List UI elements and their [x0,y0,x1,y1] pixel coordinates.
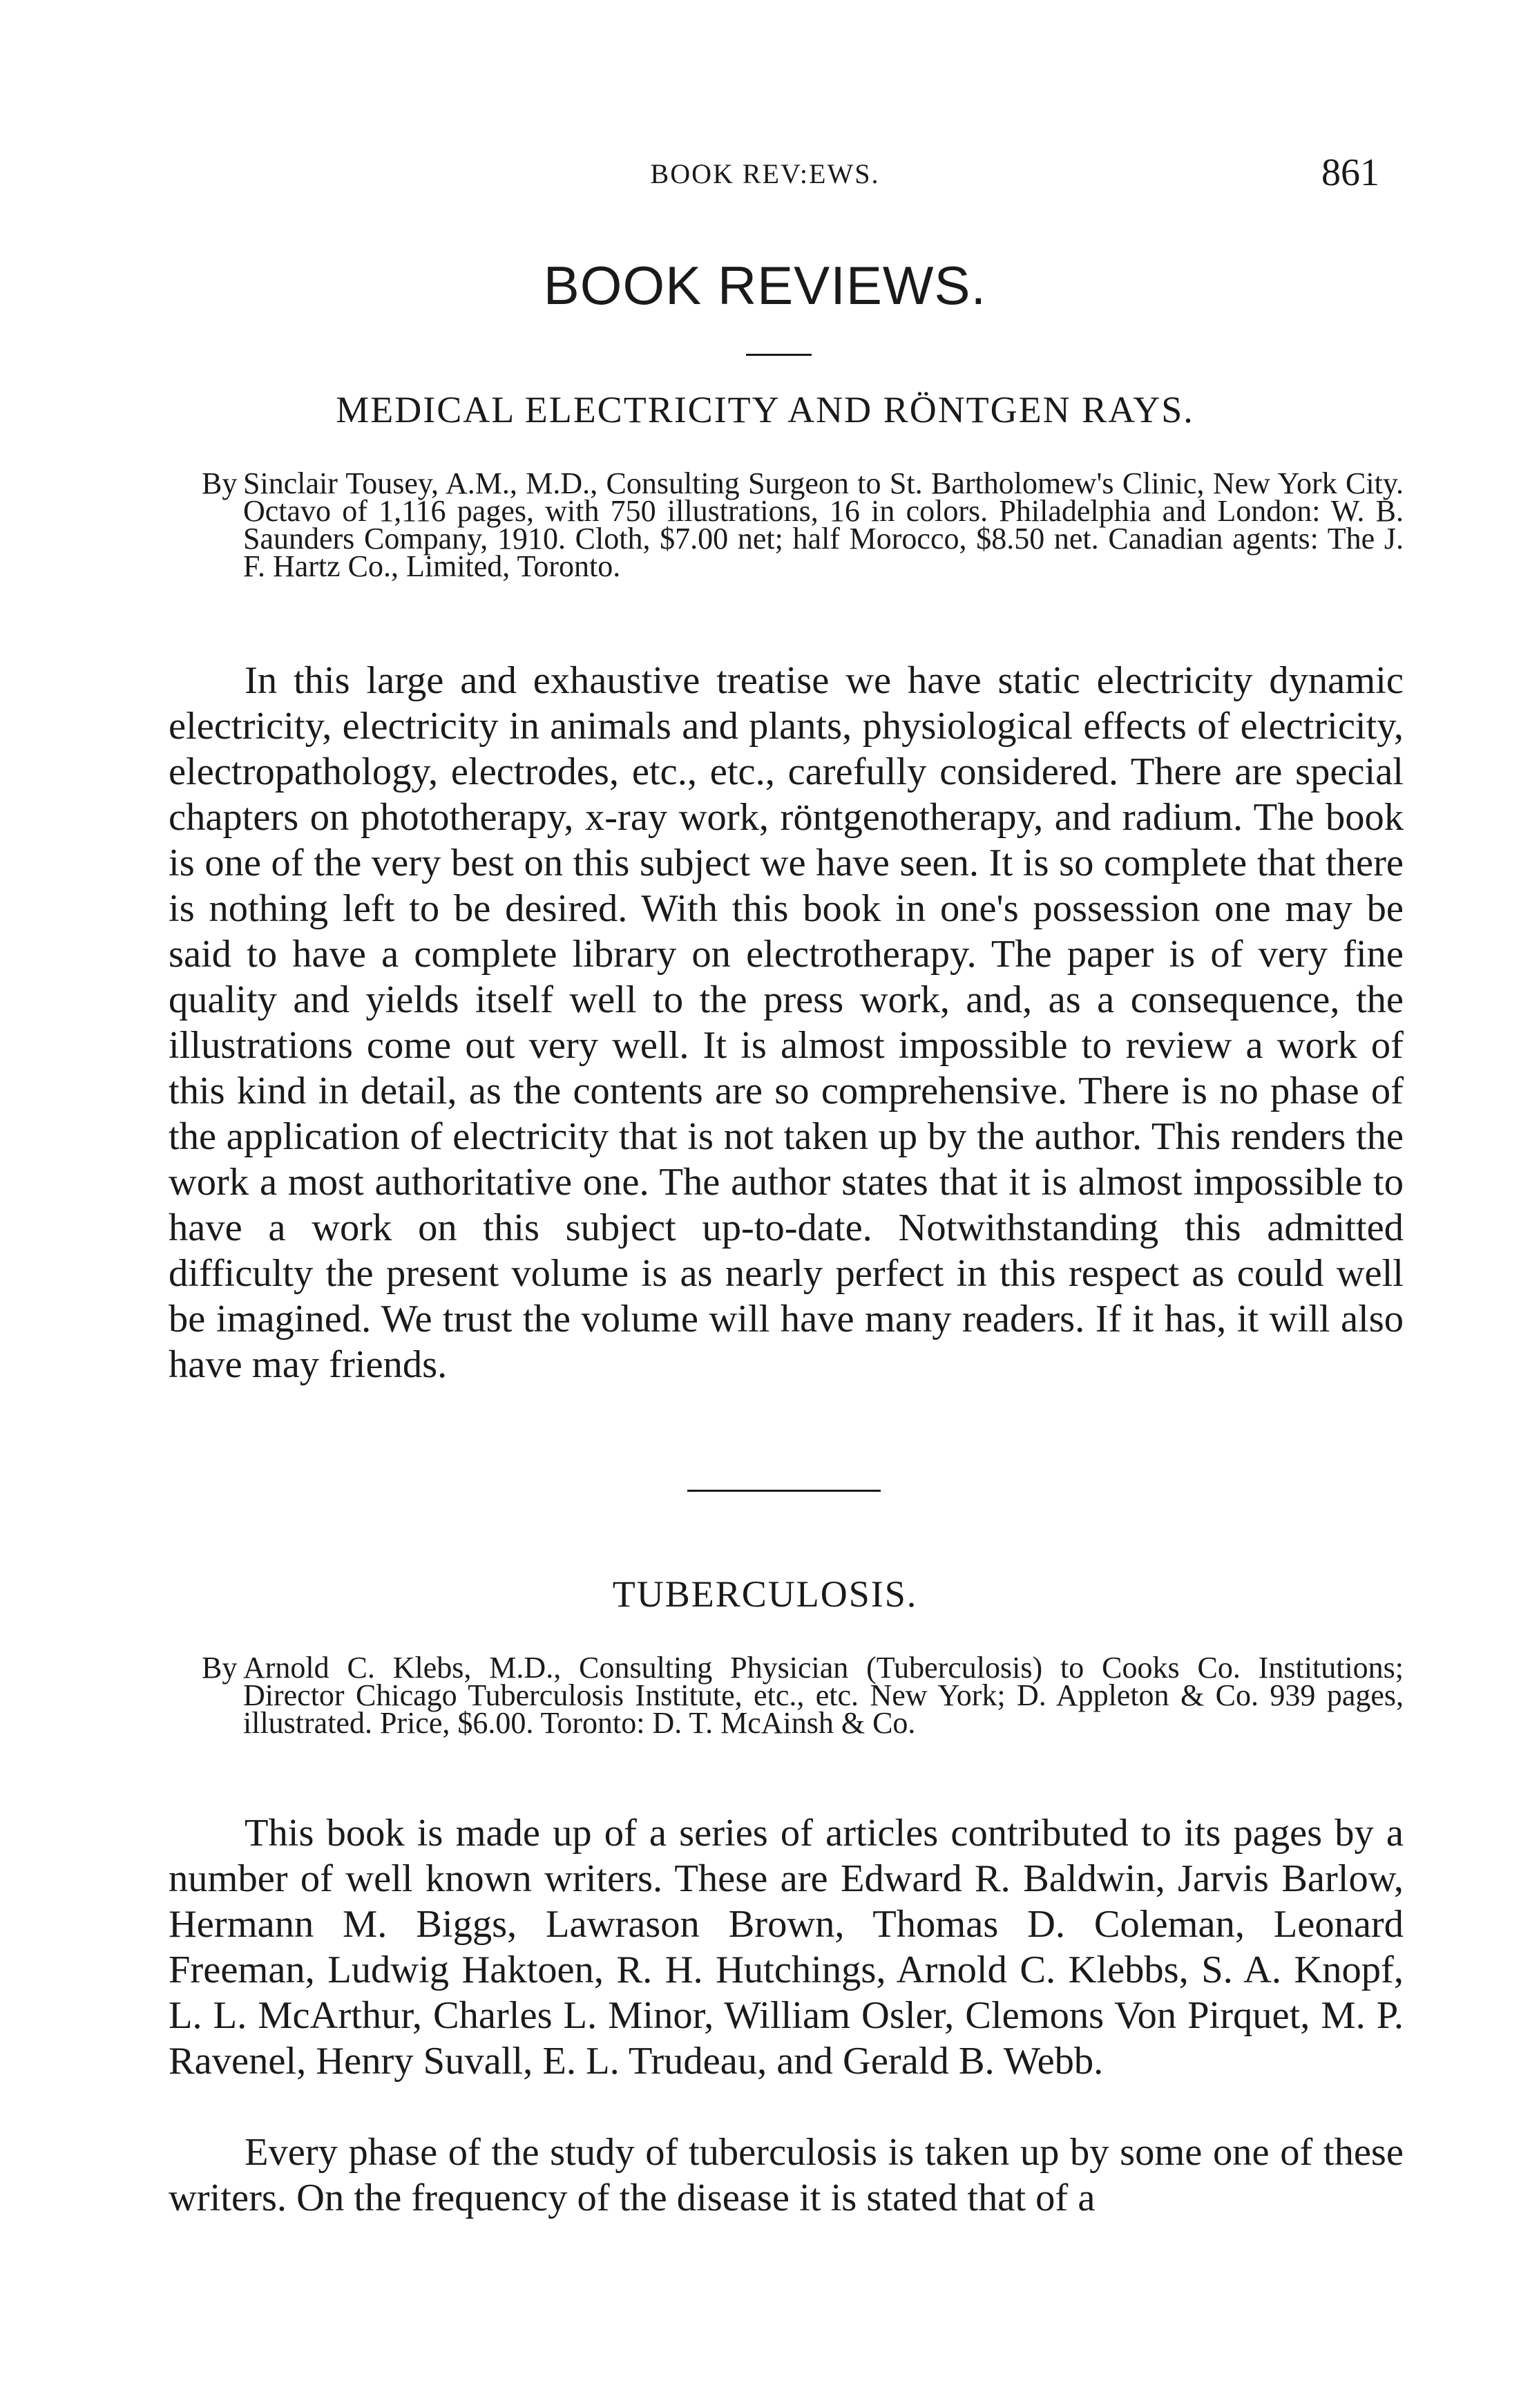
review-divider-rule [687,1490,881,1492]
section-title: BOOK REVIEWS. [543,255,987,316]
section-divider-rule [746,354,812,356]
running-head [0,151,1530,199]
review-paragraph: In this large and exhaustive treatise we have static electricity dynamic electricity, electricity in animals and plants, physiological effects of electricity, electropathology, electrodes, etc., etc., carefully considered. There are special chapters on phototherapy, x-ray work, röntgenotherapy, and radium. The book is one of the very best on this subject we have seen. It is so complete that there is nothing left to be desired. With this book in one's possession one may be said to have a complete library on electrotherapy. The paper is of very fine quality and yields itself well to the press work, and, as a consequence, the illustrations come out very well. It is almost impossible to review a work of this kind in detail, as the contents are so comprehensive. There is no phase of the application of electricity that is not taken up by the author. This renders the work a most authoritative one. The author states that it is almost impossible to have a work on this subject up-to-date. Notwithstanding this admitted difficulty the present volume is as nearly perfect in this respect as could well be imagined. We trust the volume will have many readers. If it has, it will also have may friends. [169,659,1404,1386]
citation-text: Arnold C. Klebs, M.D., Consulting Physician (Tuberculosis) to Cooks Co. Institutions; Director Chicago Tuberculosis Institute, etc., etc. New York; D. Appleton & Co. 939 pages, illustrated. Price, $6.00. Toronto: D. T. McAinsh & Co. [243,1651,1404,1740]
running-head-title: BOOK REV:EWS. [650,158,880,189]
review-title-medical-electricity: MEDICAL ELECTRICITY AND RÖNTGEN RAYS. [336,389,1194,430]
review-paragraph: Every phase of the study of tuberculosis is taken up by some one of these writers. On the frequency of the disease it is stated that of a [169,2131,1404,2219]
review-title-tuberculosis: TUBERCULOSIS. [612,1573,918,1615]
citation-by-label: By [202,466,238,500]
page-number: 861 [1321,151,1379,194]
citation-text: Sinclair Tousey, A.M., M.D., Consulting Surgeon to St. Bartholomew's Clinic, New York City. Octavo of 1,116 pages, with 750 illustrations, 16 in colors. Philadelphia and London: W. B. Saunders Company, 1910. Cloth, $7.00 net; half Morocco, $8.50 net. Canadian agents: The J. F. Hartz Co., Limited, Toronto. [243,466,1404,583]
review-paragraph: This book is made up of a series of articles contributed to its pages by a number of well known writers. These are Edward R. Baldwin, Jarvis Barlow, Hermann M. Biggs, Lawrason Brown, Thomas D. Coleman, Leonard Freeman, Ludwig Haktoen, R. H. Hutchings, Arnold C. Klebbs, S. A. Knopf, L. L. McArthur, Charles L. Minor, William Osler, Clemons Von Pirquet, M. P. Ravenel, Henry Suvall, E. L. Trudeau, and Gerald B. Webb. [169,1812,1404,2083]
citation-by-label: By [202,1651,238,1685]
